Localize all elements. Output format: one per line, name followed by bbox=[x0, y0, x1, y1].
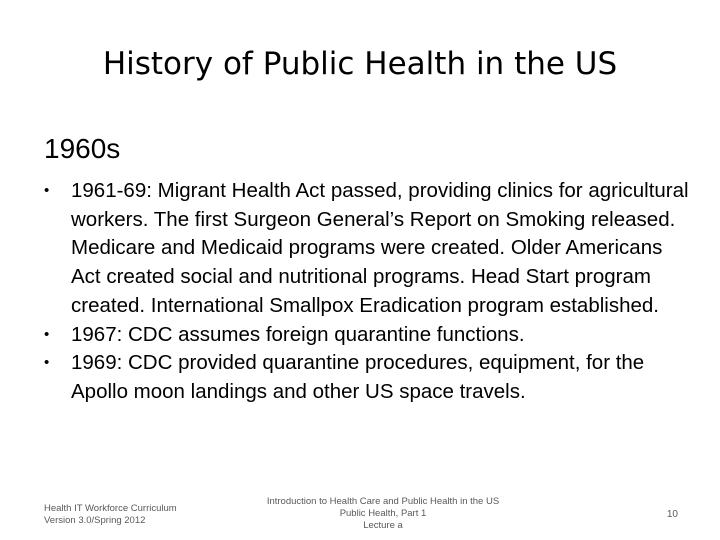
bullet-text: 1967: CDC assumes foreign quarantine functions. bbox=[71, 322, 525, 346]
bullet-icon: • bbox=[44, 354, 50, 372]
bullet-item bbox=[44, 321, 694, 350]
bullet-list bbox=[44, 177, 694, 407]
bullet-item bbox=[44, 349, 694, 406]
footer-version-line: Version 3.0/Spring 2012 bbox=[44, 515, 146, 526]
slide-subheading: 1960s bbox=[44, 133, 121, 164]
footer-course-unit: Public Health, Part 1 bbox=[339, 508, 427, 519]
bullet-item bbox=[44, 177, 694, 321]
bullet-text: 1969: CDC provided quarantine procedures, equipment, for the Apollo moon landings and other US space travels. bbox=[71, 351, 645, 403]
slide-title: History of Public Health in the US bbox=[102, 46, 618, 82]
footer-curriculum bbox=[44, 503, 177, 527]
footer-curriculum-line: Health IT Workforce Curriculum bbox=[44, 503, 177, 514]
footer-course-lecture: Lecture a bbox=[363, 520, 403, 531]
page-number: 10 bbox=[666, 509, 678, 520]
footer-course-title: Introduction to Health Care and Public Health in the US bbox=[266, 496, 500, 507]
footer-course bbox=[255, 496, 511, 532]
bullet-icon: • bbox=[44, 325, 50, 343]
bullet-text: 1961-69: Migrant Health Act passed, providing clinics for agricultural workers. The first Surgeon General’s Report on Smoking released. Medicare and Medicaid programs were created. Older Americans Act created social and nutritional programs. Head Start program created. International Smallpox Eradication program established. bbox=[71, 179, 689, 317]
bullet-icon: • bbox=[44, 182, 50, 199]
